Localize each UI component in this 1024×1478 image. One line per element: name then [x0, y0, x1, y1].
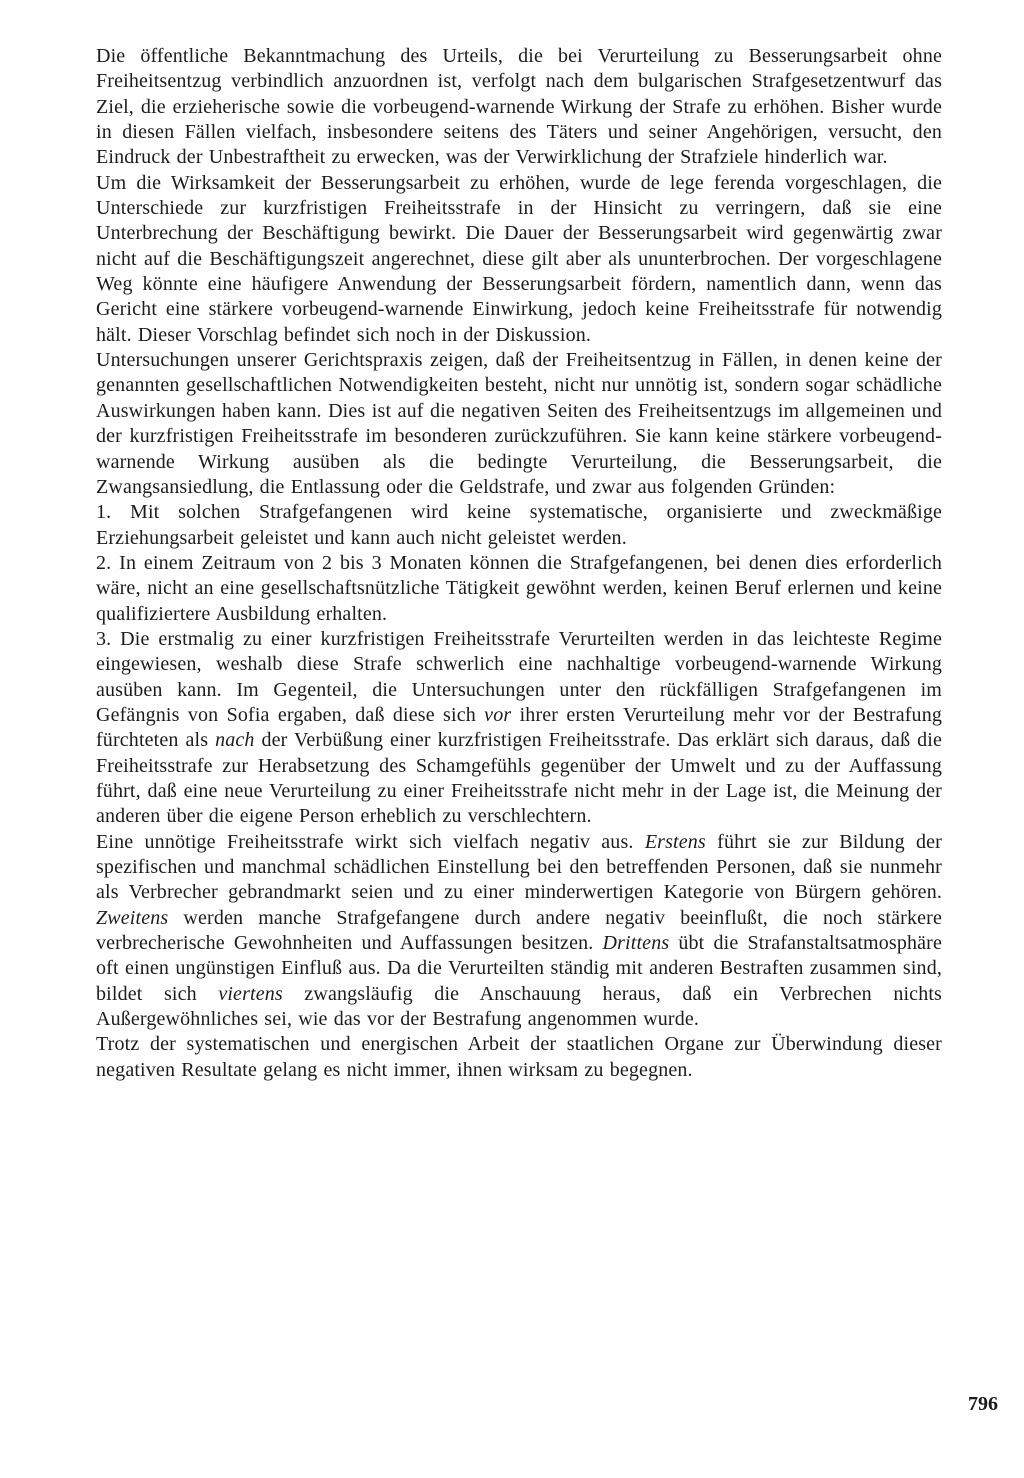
emphasis-text: nach: [215, 729, 255, 752]
text-segment: übt die Strafanstaltsatmosphäre oft einen ungünstigen Einfluß aus. Da die Verurteilten ständig mit anderen Bestraften zusammen sind, bildet sich: [96, 932, 942, 1005]
text-segment: Eine unnötige Freiheitsstrafe wirkt sich vielfach negativ aus.: [96, 830, 645, 853]
paragraph: [96, 1032, 942, 1083]
emphasis-text: Zweitens: [96, 906, 169, 929]
paragraph: [96, 830, 942, 1033]
list-paragraph: [96, 551, 942, 627]
emphasis-text: Drittens: [602, 932, 670, 955]
text-segment: ihrer ersten Verurteilung mehr vor der Bestrafung fürchteten als: [96, 703, 942, 752]
text-segment: führt sie zur Bildung der spezifischen und manchmal schädlichen Einstellung bei den betreffenden Personen, daß sie nunmehr als Verbrecher gebrandmarkt seien und zu einer minderwertigen Kategorie von Bürgern gehören.: [96, 830, 942, 904]
text-segment: werden manche Strafgefangene durch andere negativ beeinflußt, die noch stärkere verbrecherische Gewohnheiten und Auffassungen besitzen.: [96, 906, 942, 955]
emphasis-text: viertens: [218, 982, 283, 1005]
text-segment: Untersuchungen unserer Gerichtspraxis zeigen, daß der Freiheitsentzug in Fällen, in denen keine der genannten gesellschaftlichen Notwendigkeiten besteht, nicht nur unnötig ist, sondern sogar schädliche Auswirkungen haben kann. Dies ist auf die negativen Seiten des Freiheitsentzugs im allgemeinen und der kurzfristigen Freiheitsstrafe im besonderen zurückzuführen. Sie kann keine stärkere vorbeugend-warnende Wirkung ausüben als die bedingte Verurteilung, die Besserungsarbeit, die Zwangsansiedlung, die Entlassung oder die Geldstrafe, und zwar aus folgenden Gründen:: [96, 349, 942, 498]
emphasis-text: vor: [484, 703, 512, 726]
text-segment: 1. Mit solchen Strafgefangenen wird keine systematische, organisierte und zweckmäßige Erziehungsarbeit geleistet und kann auch nicht geleistet werden.: [96, 501, 942, 549]
page-number: 796: [968, 1393, 998, 1415]
text-segment: Die öffentliche Bekanntmachung des Urteils, die bei Verurteilung zu Besserungsarbeit ohne Freiheitsentzug verbindlich anzuordnen ist, verfolgt nach dem bulgarischen Strafgesetzentwurf das Ziel, die erzieherische sowie die vorbeugend-warnende Wirkung der Strafe zu erhöhen. Bisher wurde in diesen Fällen vielfach, insbesondere seitens des Täters und seiner Angehörigen, versucht, den Eindruck der Unbestraftheit zu erwecken, was der Verwirklichung der Strafziele hinderlich war.: [96, 45, 942, 169]
paragraph: [96, 348, 942, 500]
body-text: [96, 44, 942, 1083]
text-segment: Trotz der systematischen und energischen Arbeit der staatlichen Organe zur Überwindung dieser negativen Resultate gelang es nicht immer, ihnen wirksam zu begegnen.: [96, 1033, 942, 1081]
paragraph: [96, 171, 942, 348]
emphasis-text: Erstens: [644, 830, 706, 853]
text-segment: zwangsläufig die Anschauung heraus, daß ein Verbrechen nichts Außergewöhnliches sei, wie das vor der Bestrafung angenommen wurde.: [96, 982, 942, 1031]
list-paragraph: [96, 627, 942, 830]
paragraph: [96, 44, 942, 171]
text-segment: 3. Die erstmalig zu einer kurzfristigen Freiheitsstrafe Verurteilten werden in das leichteste Regime eingewiesen, weshalb diese Strafe schwerlich eine nachhaltige vorbeugend-warnende Wirkung ausüben kann. Im Gegenteil, die Untersuchungen unter den rückfälligen Strafgefangenen im Gefängnis von Sofia ergaben, daß diese sich: [96, 627, 942, 726]
list-paragraph: [96, 500, 942, 551]
text-segment: 2. In einem Zeitraum von 2 bis 3 Monaten können die Strafgefangenen, bei denen dies erforderlich wäre, nicht an eine gesellschaftsnützliche Tätigkeit gewöhnt werden, keinen Beruf erlernen und keine qualifiziertere Ausbildung erhalten.: [96, 551, 942, 625]
text-segment: Um die Wirksamkeit der Besserungsarbeit zu erhöhen, wurde de lege ferenda vorgeschlagen, die Unterschiede zur kurzfristigen Freiheitsstrafe in der Hinsicht zu verringern, daß sie eine Unterbrechung der Beschäftigung bewirkt. Die Dauer der Besserungsarbeit wird gegenwärtig zwar nicht auf die Beschäftigungszeit angerechnet, diese gilt aber als ununterbrochen. Der vorgeschlagene Weg könnte eine häufigere Anwendung der Besserungsarbeit fördern, namentlich dann, wenn das Gericht eine stärkere vorbeugend-warnende Einwirkung, jedoch keine Freiheitsstrafe für notwendig hält. Dieser Vorschlag befindet sich noch in der Diskussion.: [96, 171, 942, 346]
text-segment: der Verbüßung einer kurzfristigen Freiheitsstrafe. Das erklärt sich daraus, daß die Freiheitsstrafe zur Herabsetzung des Schamgefühls gegenüber der Umwelt und zu der Auffassung führt, daß eine neue Verurteilung zu einer Freiheitsstrafe nicht mehr in der Lage ist, die Meinung der anderen über die eigene Person erheblich zu verschlechtern.: [96, 729, 943, 828]
